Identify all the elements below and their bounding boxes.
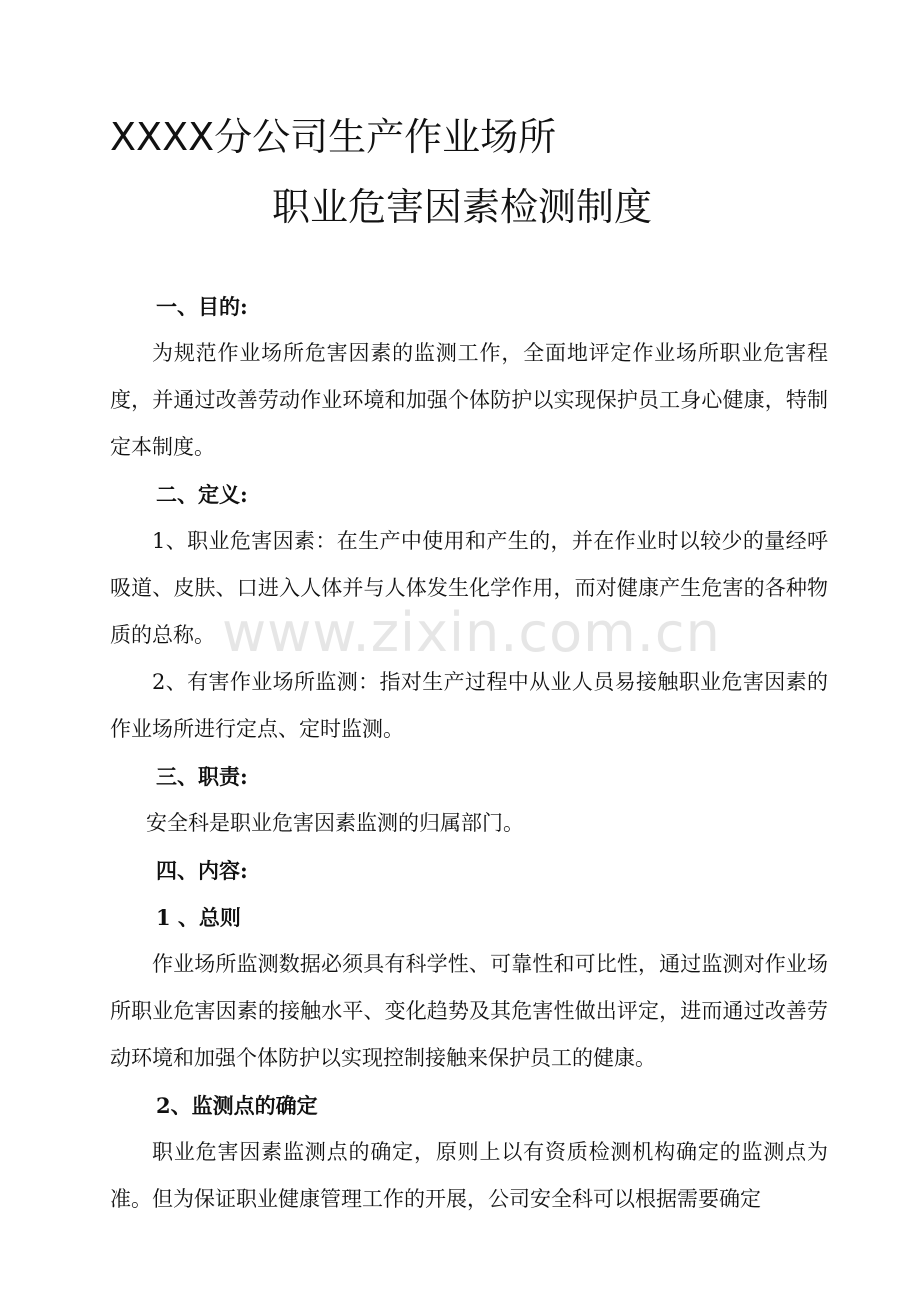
subsection-heading-monitoring-points: 2、监测点的确定 — [156, 1093, 318, 1118]
subsection-body-general: 作业场所监测数据必须具有科学性、可靠性和可比性，通过监测对作业场所职业危害因素的接触水平、变化趋势及其危害性做出评定，进而通过改善劳动环境和加强个体防护以实现控制接触来保护员工的健康。 — [110, 952, 828, 1070]
site-watermark: www.zixin.com.cn — [222, 601, 721, 664]
definition-item-1: 1、职业危害因素：在生产中使用和产生的，并在作业时以较少的量经呼吸道、皮肤、口进入人体并与人体发生化学作用，而对健康产生危害的各种物质的总称。 — [110, 529, 828, 647]
section-heading-definition: 二、定义: — [156, 482, 248, 507]
section-heading-purpose: 一、目的: — [156, 294, 248, 319]
subsection-heading-general: 1 、总则 — [156, 905, 241, 930]
subsection-body-monitoring-points: 职业危害因素监测点的确定，原则上以有资质检测机构确定的监测点为准。但为保证职业健康管理工作的开展，公司安全科可以根据需要确定 — [110, 1140, 828, 1211]
document-body — [110, 283, 828, 1223]
document-title-line-2: 职业危害因素检测制度 — [272, 185, 653, 229]
section-heading-responsibility: 三、职责: — [156, 764, 248, 789]
definition-item-2: 2、有害作业场所监测：指对生产过程中从业人员易接触职业危害因素的作业场所进行定点、定时监测。 — [110, 670, 828, 741]
section-body-purpose: 为规范作业场所危害因素的监测工作，全面地评定作业场所职业危害程度，并通过改善劳动作业环境和加强个体防护以实现保护员工身心健康，特制定本制度。 — [110, 341, 828, 459]
section-heading-content: 四、内容: — [156, 858, 248, 883]
document-title-line-1: XXXX分公司生产作业场所 — [110, 115, 557, 159]
section-body-responsibility: 安全科是职业危害因素监测的归属部门。 — [146, 811, 524, 835]
